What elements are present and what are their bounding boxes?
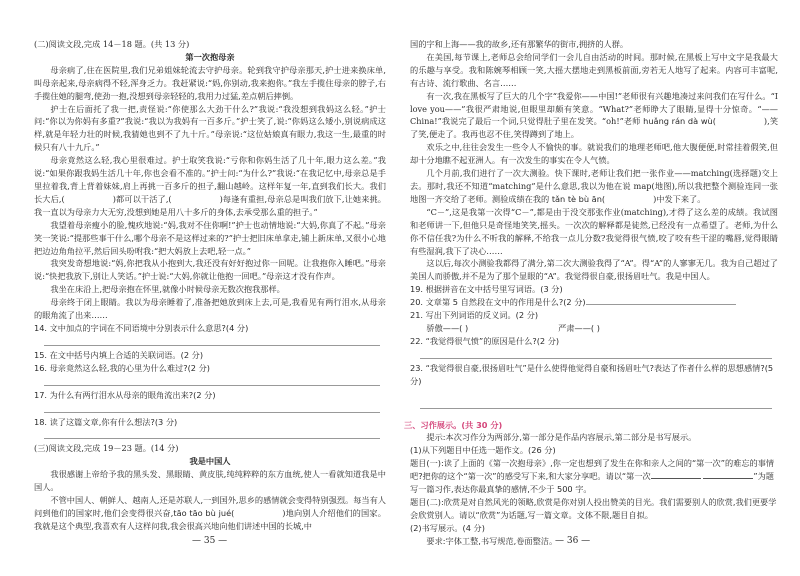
page-number: — 36 — [555, 536, 591, 546]
pinyin: tǎn tè bù ān( [551, 193, 606, 204]
title-blank[interactable] [703, 470, 753, 479]
antonym-2: 严肃——( ) [558, 322, 600, 333]
paragraph [34, 494, 386, 533]
text: )都可以干活了,( [112, 193, 172, 204]
answer-line[interactable] [44, 428, 380, 439]
question-19: 19. 根据拼音在文中括号里写词语。(3 分) [410, 284, 563, 295]
topic-1 [410, 457, 778, 496]
text: )每逢有重担,母亲总是叫我们放下,让她来挑。我一直以为母亲力大无穷,没想到她是用八十多斤的身体,去承受那么重的担子。” [34, 193, 386, 217]
question-21: 21. 写出下列词语的反义词。(2 分) [410, 310, 539, 321]
text: )地向别人介绍他们的国家。我就是这个典型,我喜欢有人这样问我,我会很高兴地向他们讲述中国的长城,中 [34, 508, 386, 531]
answer-line[interactable] [420, 398, 772, 409]
paragraph: 母亲病了,住在医院里,我们兄弟姐妹轮流去守护母亲。轮到我守护母亲那天,护士进来换床单,叫母亲起来,母亲病得不轻,浑身乏力。我赶紧说:“妈,你别动,我来抱你。”我左手揽住母亲的脖子,右手揽住她的腿弯,使劲一抱,没想到母亲轻轻的,我用力过猛,差点朝后摔倒。 [34, 64, 386, 101]
paragraph: 我很感谢上帝给予我的黑头发、黑眼睛、黄皮肤,纯纯粹粹的东方血统,使人一看就知道我是中国人。 [34, 469, 386, 493]
antonym-1: 骄傲——( ) [426, 322, 469, 333]
question-20 [410, 296, 778, 309]
pinyin: tāo tāo bù jué( [173, 508, 235, 518]
paragraph: 我突发奇想地说:“妈,你把我从小抱到大,我还没有好好抱过你一回呢。让我抱你入睡吧。”母亲说:“快把我放下,别让人笑话。”护士说:“大妈,你就让他抱一回吧。”母亲这才没有作声。 [34, 258, 386, 282]
pinyin: huǎng rán dà wù( [643, 116, 716, 127]
text: 20. 文章第 5 自然段在文中的作用是什么?(2 分) [410, 297, 586, 308]
section-2-header: (二)阅读文段,完成 14－18 题。(共 13 分) [34, 39, 190, 49]
paragraph [410, 167, 778, 206]
topic-2: 题目(二):欣赏是对自然风光的领略,欣赏是你对别人投出赞美的目光。我们需要别人的欣赏,我们更要学会欣赏别人。请以“欣赏”为话题,写一篇文章。文体不限,题目自拟。 [410, 497, 777, 520]
question-15: 15. 在文中括号内填上合适的关联词语。(2 分) [34, 349, 204, 360]
paragraph: 在美国,每节课上,老师总会给同学们一会儿自由活动的时间。那时候,在黑板上写中文字是我最大的乐趣与享受。我和陈婉琴相顾一笑,大摇大摆地走到黑板前面,旁若无人地写了起来。内容可丰富呢,有古诗、流行歌曲、名言…… [410, 51, 778, 88]
antonyms [426, 322, 778, 335]
paragraph: 欢乐之中,往往会发生一些令人不愉快的事。就说我们的地理老师吧,他大腹便便,时常挂着假笑,但却十分地瞧不起亚洲人。有一次发生的事实在令人气愤。 [410, 142, 778, 166]
question-16: 16. 母亲竟然这么轻,我的心里为什么难过?(2 分) [34, 362, 210, 373]
text: )中发下来了。 [653, 193, 706, 204]
text: 不管中国人、朝鲜人、越南人,还是苏联人,一到国外,思乡的感情就会变得特别强烈。每当有人问到他们的国家时,他们会变得很兴奋, [34, 495, 386, 518]
text: 几个月前,我们进行了一次大测验。快下课时,老师让我们把一张作业——matching(选择题)交上去。那时,我还不知道“matching”是什么意思,我以为他在说 map(地图),所以我把整个测验连同一张地图一齐交给了老师。测验成绩在我的 [410, 168, 778, 204]
paragraph [410, 90, 778, 142]
paragraph [34, 154, 386, 219]
question-17: 17. 为什么有两行泪水从母亲的眼角流出来?(2 分) [34, 389, 216, 400]
question-18: 18. 读了这篇文章,你有什么想法?(3 分) [34, 416, 178, 427]
text: ”为题写一篇习作,表达你最真挚的感情,不少于 500 字。 [410, 471, 774, 495]
passage-title: 第一次抱母亲 [185, 51, 235, 62]
paragraph: 护士在后面托了我一把,责怪说:“你使那么大劲干什么?”我说:“我没想到我妈这么轻。”护士问:“你以为你妈有多重?”我说:“我以为我妈有一百多斤。”护士笑了,说:“你妈这么矮小,别说病成这样,就是年轻力壮的时候,我猜她也到不了九十斤。”母亲说:“这位姑娘真有眼力,我这一生,最重的时候只有八十九斤。” [34, 103, 386, 153]
answer-line[interactable] [586, 296, 736, 305]
answer-line[interactable] [420, 348, 772, 359]
text: 题目(一):读了上面的《第一次抱母亲》,你一定也想到了发生在你和亲人之间的“第一次”的难忘的事情吧?把你的这个“第一次”的感受写下来,和大家分享吧。请以“第一次 [410, 458, 775, 482]
writing-hint: 提示:本次习作分为两部分,第一部分是作品内容展示,第二部分是书写展示。 [426, 432, 697, 443]
answer-line[interactable] [44, 335, 380, 346]
answer-line[interactable] [44, 402, 380, 413]
title-blank[interactable] [651, 470, 701, 479]
writing-part-1: (1)从下列题目中任选一题作文。(26 分) [410, 445, 556, 456]
text: 母亲竟然这么轻,我心里很难过。护士取笑我说:“亏你和你妈生活了几十年,眼力这么差。”我说:“如果你跟我妈生活几十年,你也会看不准的。”护士问:“为什么?”我说:“在我记忆中,母亲总是手里拉着我,背上背着妹妹,肩上再挑一百多斤的担子,翻山越岭。这样年复一年,直到我们长大。我们长大后,( [34, 155, 386, 204]
section-3-header: (三)阅读文段,完成 19－23 题。(14 分) [34, 443, 179, 454]
paragraph: 这以后,每次小测验我都得了满分,第二次大测验我得了“A”。得“A”的人寥寥无几。我为自己超过了美国人而骄傲,并不是为了那个显眼的“A”。我觉得很自豪,很扬眉吐气。我是中国人。 [410, 258, 778, 282]
page-35 [34, 38, 386, 533]
page-number: — 35 — [192, 536, 228, 546]
text: ),笑了笑,便走了。我再也忍不住,笑得蹲到了地上。 [410, 116, 779, 140]
writing-section-header: 三、习作展示。(共 30 分) [404, 419, 503, 430]
paragraph: 国的字和上海——我的故乡,还有那繁华的街市,拥挤的人群。 [410, 39, 629, 49]
text: 有一次,我在黑板写了巨大的几个字“我爱你——中国!”老师很有兴趣地凑过来问我们在写什么。“I love you——”我很严肃地说,但眼里却颇有笑意。“What?”老师睁大了眼睛,显得十分惊奇。“——China!”我说完了最后一个词,只觉得肚子里在发笑。“oh!”老师 [410, 90, 778, 127]
question-23: 23. “我觉得很自豪,很扬眉吐气”是什么使得他觉得自豪和扬眉吐气?表达了作者什么样的思想感情?(5 分) [410, 362, 774, 386]
answer-line[interactable] [44, 375, 380, 386]
paragraph: “C－”,这是我第一次得“C－”,都是由于没交那张作业(matching),才得了这么差的成绩。我试图和老师讲一下,但他只是奇怪地笑笑,摇头。一次次的解释都是徒然,已经没有一点希望了。老师,为什么你不信任我?为什么不听我的解释,不给我一点儿分数?我觉得很气愤,咬了咬有些干涩的嘴唇,觉得眼睛有些湿润,我下了决心…… [410, 206, 778, 256]
page-36 [404, 38, 779, 548]
paragraph: 我望着母亲瘦小的脸,愧疚地说:“妈,我对不住你啊!”护士也动情地说:“大妈,你真了不起。”母亲笑一笑说:“提那些事干什么,哪个母亲不是这样过来的?”护士把旧床单拿走,铺上新床单,又很小心地把边边角角拉平,然后回头吩咐我:“把大妈放上去吧,轻一点。” [34, 219, 386, 256]
passage-title: 我是中国人 [189, 456, 231, 467]
writing-requirement: 要求:字体工整,书写规范,卷面整洁。 [426, 535, 558, 546]
paragraph: 我坐在床沿上,把母亲抱在怀里,就像小时候母亲无数次抱我那样。 [50, 284, 285, 295]
question-14: 14. 文中加点的字词在不同语境中分别表示什么意思?(4 分) [34, 322, 249, 333]
question-22: 22. “我觉得很气愤”的原因是什么?(2 分) [410, 335, 560, 346]
writing-part-2: (2)书写展示。(4 分) [410, 522, 485, 533]
paragraph: 母亲终于闭上眼睛。我以为母亲睡着了,准备把她放到床上去,可是,我看见有两行泪水,从母亲的眼角流了出来…… [34, 297, 386, 321]
